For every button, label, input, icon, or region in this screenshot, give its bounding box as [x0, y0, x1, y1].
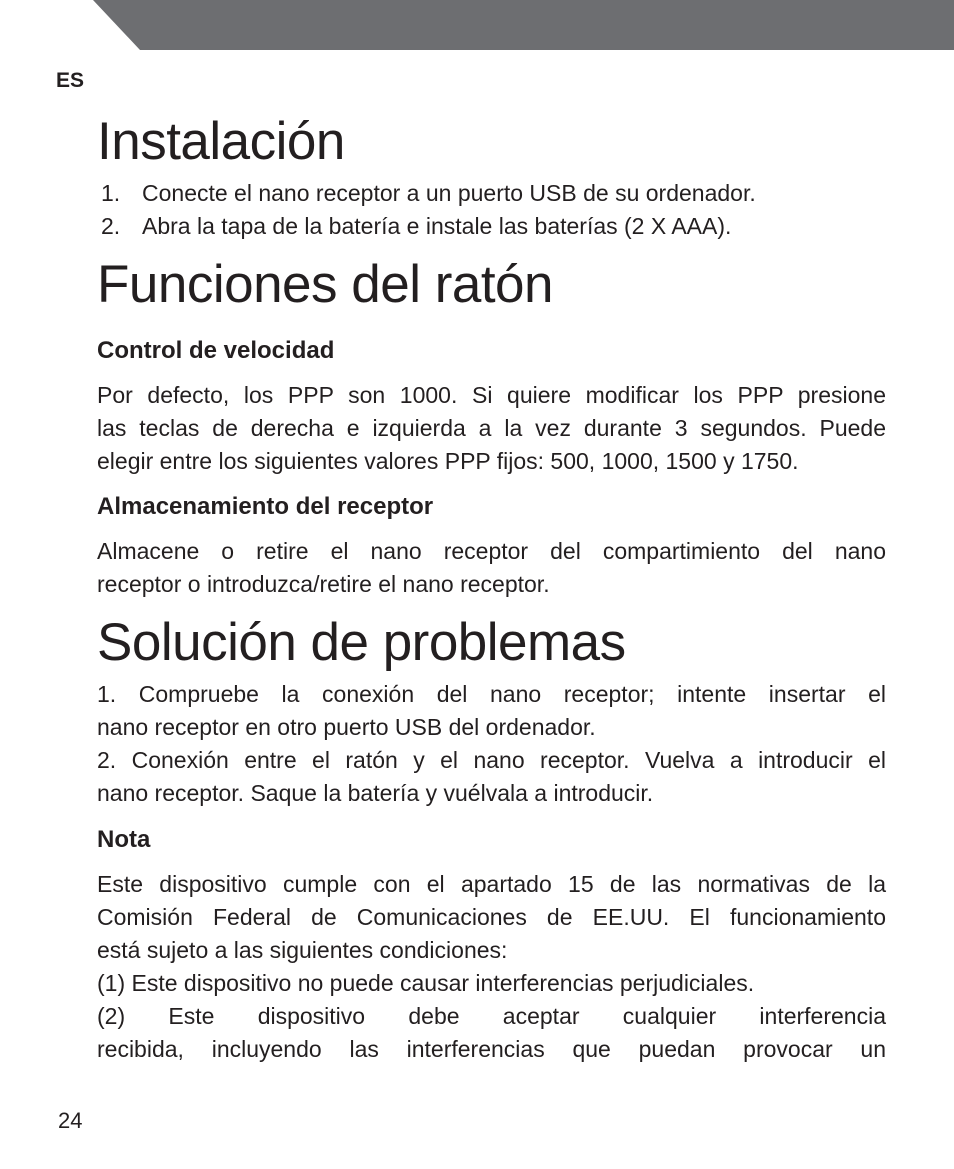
subheading-nota: Nota: [97, 826, 151, 853]
section-title-funciones: Funciones del ratón: [97, 255, 554, 314]
language-tag: ES: [56, 69, 85, 92]
subheading-control-velocidad: Control de velocidad: [97, 337, 335, 364]
installation-steps: [97, 177, 756, 243]
text-line: elegir entre los siguientes valores PPP fijos: 500, 1000, 1500 y 1750.: [97, 448, 799, 474]
installation-step: [97, 177, 756, 210]
subheading-almacenamiento: Almacenamiento del receptor: [97, 493, 434, 520]
text-line: nano receptor en otro puerto USB del ordenador.: [97, 714, 596, 740]
text-line: 1. Compruebe la conexión del nano receptor; intente insertar el: [97, 681, 886, 707]
text-line: (2) Este dispositivo debe aceptar cualquier interferencia: [97, 1003, 886, 1029]
text-line: Por defecto, los PPP son 1000. Si quiere modificar los PPP presione: [97, 382, 886, 408]
paragraph-nota: [97, 868, 886, 1066]
installation-step: [97, 210, 756, 243]
paragraph-almacenamiento: [97, 535, 886, 601]
text-line: nano receptor. Saque la batería y vuélvala a introducir.: [97, 780, 654, 806]
step-text: Abra la tapa de la batería e instale las baterías (2 X AAA).: [142, 213, 732, 239]
text-line: Almacene o retire el nano receptor del compartimiento del nano: [97, 538, 886, 564]
text-line: Este dispositivo cumple con el apartado 15 de las normativas de la: [97, 871, 886, 897]
header-band: [0, 0, 954, 50]
step-number: 2.: [101, 213, 121, 239]
section-title-instalacion: Instalación: [97, 112, 345, 171]
text-line: está sujeto a las siguientes condiciones:: [97, 937, 508, 963]
text-line: Comisión Federal de Comunicaciones de EE.UU. El funcionamiento: [97, 904, 886, 930]
step-text: Conecte el nano receptor a un puerto USB de su ordenador.: [142, 180, 756, 206]
text-line: receptor o introduzca/retire el nano receptor.: [97, 571, 550, 597]
page-number: 24: [58, 1108, 83, 1133]
text-line: las teclas de derecha e izquierda a la vez durante 3 segundos. Puede: [97, 415, 886, 441]
step-number: 1.: [101, 180, 121, 206]
text-line: recibida, incluyendo las interferencias que puedan provocar un: [97, 1036, 886, 1062]
text-line: 2. Conexión entre el ratón y el nano receptor. Vuelva a introducir el: [97, 747, 886, 773]
paragraph-control-velocidad: [97, 379, 886, 478]
section-title-solucion: Solución de problemas: [97, 613, 626, 672]
paragraph-solucion: [97, 678, 886, 810]
text-line: (1) Este dispositivo no puede causar interferencias perjudiciales.: [97, 970, 755, 996]
